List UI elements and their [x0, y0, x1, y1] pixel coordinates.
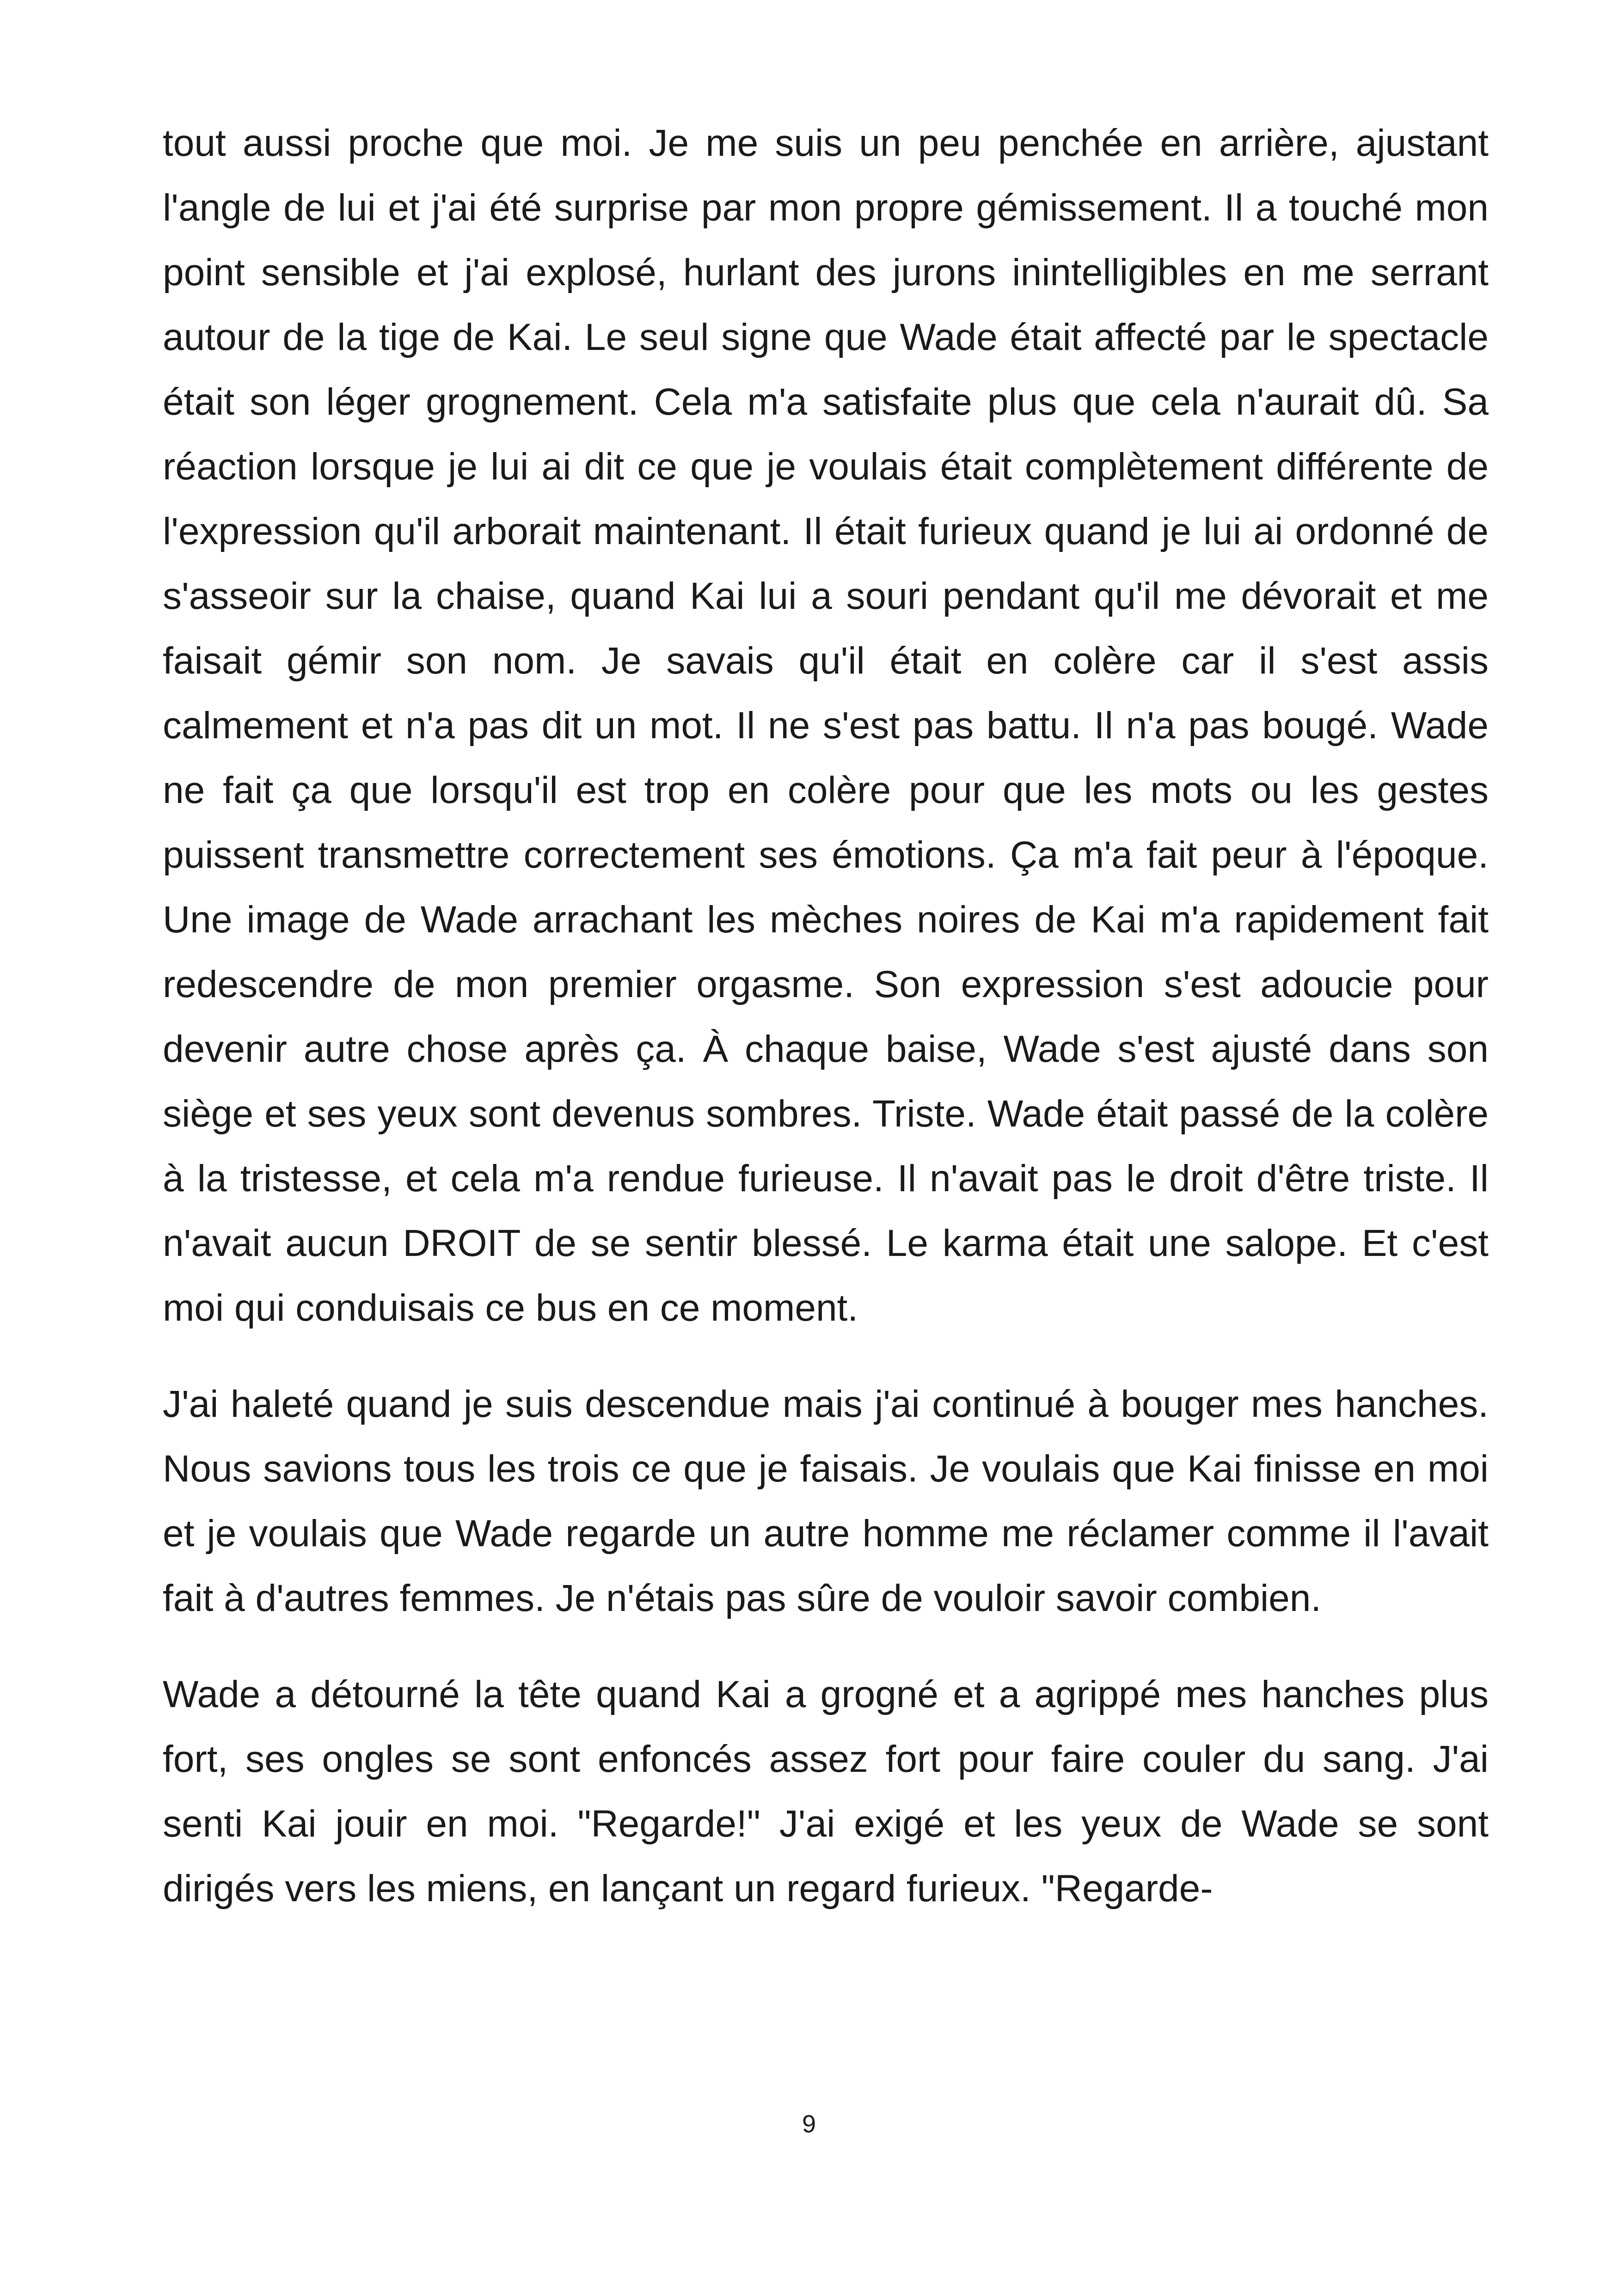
- paragraph-2: J'ai haleté quand je suis descendue mais j'ai continué à bouger mes hanches. Nous savions tous les trois ce que je faisais. Je voulais que Kai finisse en moi et je voulais que Wade regarde un autre homme me réclamer comme il l'avait fait à d'autres femmes. Je n'étais pas sûre de vouloir savoir combien.: [163, 1383, 1489, 1619]
- page-number: 9: [802, 2110, 816, 2138]
- paragraph-1: tout aussi proche que moi. Je me suis un peu penchée en arrière, ajustant l'angle de lui et j'ai été surprise par mon propre gémissement. Il a touché mon point sensible et j'ai explosé, hurlant des jurons inintelligibles en me serrant autour de la tige de Kai. Le seul signe que Wade était affecté par le spectacle était son léger grognement. Cela m'a satisfaite plus que cela n'aurait dû. Sa réaction lorsque je lui ai dit ce que je voulais était complètement différente de l'expression qu'il arborait maintenant. Il était furieux quand je lui ai ordonné de s'asseoir sur la chaise, quand Kai lui a souri pendant qu'il me dévorait et me faisait gémir son nom. Je savais qu'il était en colère car il s'est assis calmement et n'a pas dit un mot. Il ne s'est pas battu. Il n'a pas bougé. Wade ne fait ça que lorsqu'il est trop en colère pour que les mots ou les gestes puissent transmettre correctement ses émotions. Ça m'a fait peur à l'époque. Une image de Wade arrachant les mèches noires de Kai m'a rapidement fait redescendre de mon premier orgasme. Son expression s'est adoucie pour devenir autre chose après ça. À chaque baise, Wade s'est ajusté dans son siège et ses yeux sont devenus sombres. Triste. Wade était passé de la colère à la tristesse, et cela m'a rendue furieuse. Il n'avait pas le droit d'être triste. Il n'avait aucun DROIT de se sentir blessé. Le karma était une salope. Et c'est moi qui conduisais ce bus en ce moment.: [163, 122, 1489, 1329]
- body-text: [163, 111, 1489, 1921]
- paragraph-3: Wade a détourné la tête quand Kai a grogné et a agrippé mes hanches plus fort, ses ongles se sont enfoncés assez fort pour faire couler du sang. J'ai senti Kai jouir en moi. "Regarde!" J'ai exigé et les yeux de Wade se sont dirigés vers les miens, en lançant un regard furieux. "Regarde-: [163, 1673, 1489, 1910]
